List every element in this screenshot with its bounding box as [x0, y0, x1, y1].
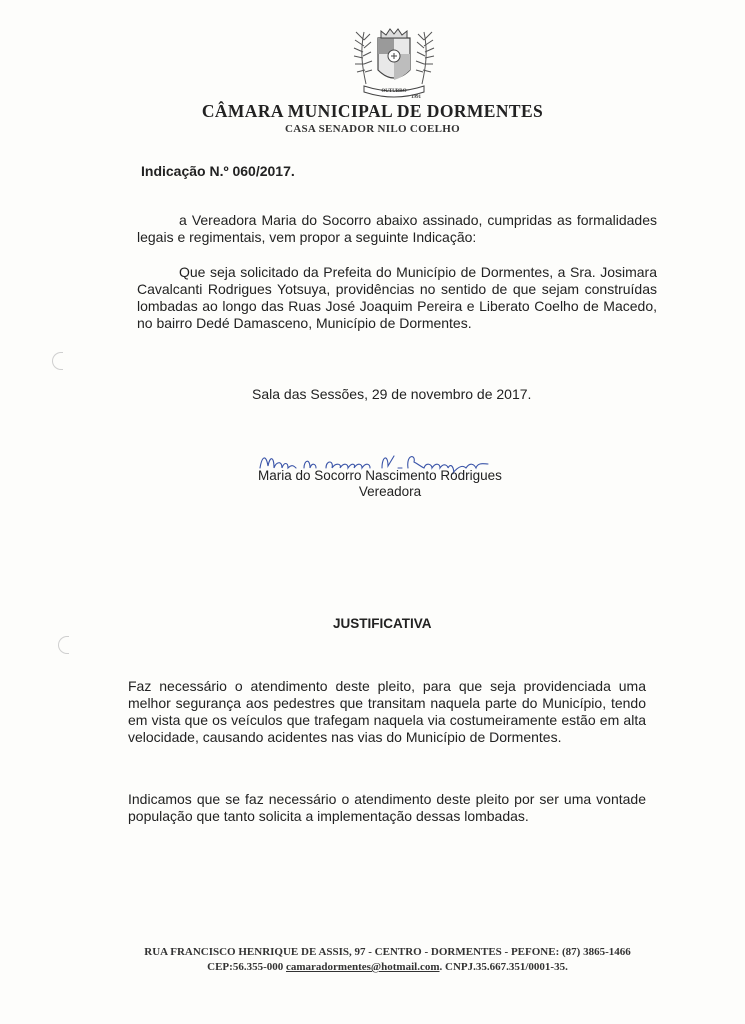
footer-address: RUA FRANCISCO HENRIQUE DE ASSIS, 97 - CENTRO - DORMENTES - PEFONE: (87) 3865-1466	[144, 946, 631, 958]
indication-number-heading: Indicação N.º 060/2017.	[141, 163, 295, 179]
justification-paragraph-2: Indicamos que se faz necessário o atendimento deste pleito por ser uma vontade população que tanto solicita a implementação dessas lombadas.	[128, 791, 646, 824]
signer-role: Vereadora	[358, 484, 422, 499]
punch-hole-mark	[58, 636, 69, 654]
place-and-date: Sala das Sessões, 29 de novembro de 2017.	[252, 386, 532, 402]
signer-name: Maria do Socorro Nascimento Rodrigues	[258, 468, 502, 483]
institution-title: CÂMARA MUNICIPAL DE DORMENTES	[201, 101, 544, 121]
punch-hole-mark	[52, 352, 63, 370]
institution-subtitle: CASA SENADOR NILO COELHO	[285, 123, 460, 135]
footer-cnpj: . CNPJ.35.667.351/0001-35.	[439, 961, 568, 973]
footer-cep: CEP:56.355-000	[207, 961, 284, 973]
request-paragraph: Que seja solicitado da Prefeita do Município de Dormentes, a Sra. Josimara Cavalcanti Rodrigues Yotsuya, providências no sentido de que sejam construídas lombadas ao longo das Ruas José Joaquim Pereira e Liberato Coelho de Macedo, no bairro Dedé Damasceno, Município de Dormentes.	[137, 264, 657, 331]
crest-band-text: OUTUBRO	[381, 89, 407, 94]
footer-email-link[interactable]: camaradormentes@hotmail.com	[285, 961, 440, 973]
intro-paragraph: a Vereadora Maria do Socorro abaixo assinado, cumpridas as formalidades legais e regimentais, vem propor a seguinte Indicação:	[137, 212, 657, 245]
justification-title: JUSTIFICATIVA	[333, 616, 432, 631]
footer-contact	[0, 961, 745, 973]
crest-year: 1991	[411, 95, 421, 100]
municipal-crest-logo	[348, 26, 440, 102]
justification-paragraph-1: Faz necessário o atendimento deste pleito, para que seja providenciada uma melhor segurança aos pedestres que transitam naquela parte do Município, tendo em vista que os veículos que trafegam naquela via costumeiramente estão em alta velocidade, causando acidentes nas vias do Município de Dormentes.	[128, 678, 646, 745]
